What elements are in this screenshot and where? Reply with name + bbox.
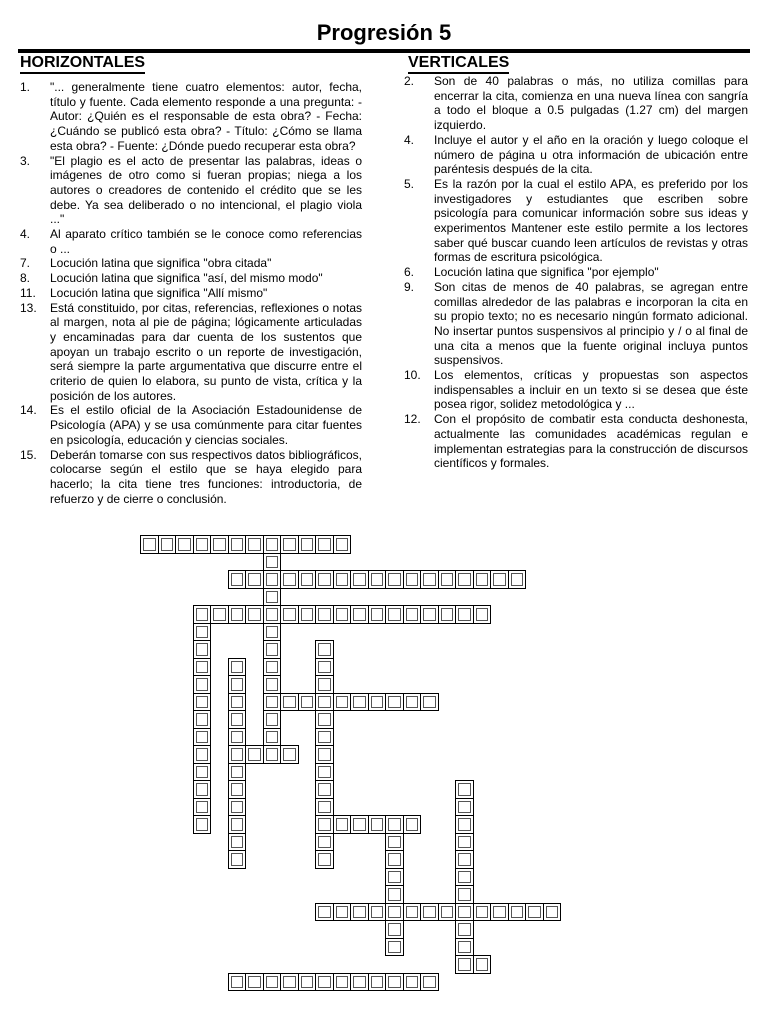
crossword-cell[interactable] xyxy=(298,693,317,712)
crossword-cell[interactable] xyxy=(403,903,422,922)
crossword-cell[interactable] xyxy=(263,693,282,712)
page-title: Progresión 5 xyxy=(316,20,452,45)
crossword-cell[interactable] xyxy=(385,868,404,887)
crossword-cell[interactable] xyxy=(333,973,352,992)
crossword-cell[interactable] xyxy=(473,955,492,974)
crossword-cell[interactable] xyxy=(368,570,387,589)
crossword-cell[interactable] xyxy=(245,535,264,554)
crossword-cell[interactable] xyxy=(385,833,404,852)
clue-number: 13. xyxy=(20,300,37,315)
clue-number: 1. xyxy=(20,80,31,94)
crossword-cell[interactable] xyxy=(350,815,369,834)
crossword-cell[interactable] xyxy=(315,815,334,834)
crossword-cell[interactable] xyxy=(333,815,352,834)
crossword-cell[interactable] xyxy=(420,605,439,624)
crossword-cell[interactable] xyxy=(368,605,387,624)
crossword-cell[interactable] xyxy=(228,763,247,782)
crossword-cell[interactable] xyxy=(263,535,282,554)
crossword-cell[interactable] xyxy=(228,973,247,992)
crossword-cell[interactable] xyxy=(455,868,474,887)
crossword-cell[interactable] xyxy=(315,658,334,677)
crossword-cell[interactable] xyxy=(315,780,334,799)
crossword-cell[interactable] xyxy=(228,570,247,589)
crossword-cell[interactable] xyxy=(315,640,334,659)
crossword-cell[interactable] xyxy=(228,693,247,712)
crossword-cell[interactable] xyxy=(263,553,282,572)
crossword-cell[interactable] xyxy=(333,693,352,712)
crossword-cell[interactable] xyxy=(263,570,282,589)
clue-text: Está constituido, por citas, referencias, reflexiones o notas al margen, nota al pie de página; lógicamente articuladas y encaminadas para dar cuenta de los sustentos que apoyan un trabajo escrito o un reporte de investigación, será siempre la parte argumentativa que discurre entre el criterio de quien lo elabora, su punto de vista, crítica y la posición de los autores. xyxy=(50,300,362,403)
crossword-cell[interactable] xyxy=(245,605,264,624)
clue-text: "... generalmente tiene cuatro elementos: autor, fecha, título y fuente. Cada elemento responde a una pregunta: - Autor: ¿Quién es el responsable de esta obra? - Fecha: ¿Cuándo se publicó esta obra? - Título: ¿Cómo se llama esta obra? - Fuente: ¿Dónde puedo recuperar esta obra? xyxy=(50,80,362,153)
crossword-cell[interactable] xyxy=(473,903,492,922)
crossword-cell[interactable] xyxy=(368,903,387,922)
crossword-cell[interactable] xyxy=(263,973,282,992)
crossword-cell[interactable] xyxy=(193,728,212,747)
crossword-cell[interactable] xyxy=(193,693,212,712)
crossword-cell[interactable] xyxy=(158,535,177,554)
clue-number: 2. xyxy=(404,74,415,88)
crossword-cell[interactable] xyxy=(455,885,474,904)
crossword-cell[interactable] xyxy=(228,605,247,624)
crossword-cell[interactable] xyxy=(350,693,369,712)
clue-number: 15. xyxy=(20,447,37,462)
clue-text: Locución latina que significa "así, del mismo modo" xyxy=(50,271,323,286)
clue-number: 12. xyxy=(404,412,421,427)
crossword-cell[interactable] xyxy=(280,605,299,624)
crossword-cell[interactable] xyxy=(455,780,474,799)
clue-text: Locución latina que significa "obra citada" xyxy=(50,256,272,271)
crossword-cell[interactable] xyxy=(193,623,212,642)
crossword-cell[interactable] xyxy=(263,623,282,642)
crossword-cell[interactable] xyxy=(420,570,439,589)
clue-number: 11. xyxy=(20,285,36,300)
crossword-cell[interactable] xyxy=(455,955,474,974)
crossword-cell[interactable] xyxy=(245,745,264,764)
crossword-cell[interactable] xyxy=(193,780,212,799)
clue-number: 4. xyxy=(20,227,31,242)
crossword-cell[interactable] xyxy=(315,763,334,782)
crossword-cell[interactable] xyxy=(228,833,247,852)
crossword-cell[interactable] xyxy=(245,973,264,992)
crossword-cell[interactable] xyxy=(543,903,562,922)
crossword-cell[interactable] xyxy=(228,675,247,694)
crossword-cell[interactable] xyxy=(455,920,474,939)
crossword-cell[interactable] xyxy=(263,745,282,764)
crossword-cell[interactable] xyxy=(455,798,474,817)
verticales-heading: VERTICALES xyxy=(408,54,509,74)
crossword-cell[interactable] xyxy=(315,675,334,694)
crossword-cell[interactable] xyxy=(315,798,334,817)
crossword-cell[interactable] xyxy=(385,885,404,904)
clue-number: 8. xyxy=(20,271,31,286)
crossword-cell[interactable] xyxy=(175,535,194,554)
crossword-cell[interactable] xyxy=(455,570,474,589)
clue-text: Son de 40 palabras o más, no utiliza comillas para encerrar la cita, comienza en una nueva línea con sangría a todo el bloque a 0.5 pulgadas (1.27 cm) del margen izquierdo. xyxy=(434,74,748,133)
crossword-cell[interactable] xyxy=(315,605,334,624)
crossword-cell[interactable] xyxy=(525,903,544,922)
clue-text: Incluye el autor y el año en la oración y luego coloque el número de página u otra información de ubicación entre paréntesis después de la cita. xyxy=(434,132,748,177)
crossword-cell[interactable] xyxy=(140,535,159,554)
crossword-cell[interactable] xyxy=(193,675,212,694)
crossword-cell[interactable] xyxy=(403,815,422,834)
clue-text: Locución latina que significa "por ejemplo" xyxy=(434,265,659,280)
crossword-cell[interactable] xyxy=(403,693,422,712)
crossword-cell[interactable] xyxy=(193,745,212,764)
crossword-cell[interactable] xyxy=(263,640,282,659)
crossword-cell[interactable] xyxy=(385,850,404,869)
crossword-cell[interactable] xyxy=(193,815,212,834)
crossword-cell[interactable] xyxy=(508,903,527,922)
crossword-cell[interactable] xyxy=(193,658,212,677)
crossword-cell[interactable] xyxy=(210,605,229,624)
crossword-cell[interactable] xyxy=(315,693,334,712)
clue-number: 3. xyxy=(20,153,31,168)
crossword-cell[interactable] xyxy=(193,798,212,817)
crossword-cell[interactable] xyxy=(385,903,404,922)
crossword-cell[interactable] xyxy=(350,570,369,589)
clue-text: Con el propósito de combatir esta conducta deshonesta, actualmente las comunidades académicas regulan e implementan estrategias para la construcción de discursos científicos y formales. xyxy=(434,412,748,471)
crossword-cell[interactable] xyxy=(455,938,474,957)
horizontales-heading: HORIZONTALES xyxy=(20,54,145,74)
crossword-cell[interactable] xyxy=(385,693,404,712)
crossword-cell[interactable] xyxy=(350,903,369,922)
crossword-cell[interactable] xyxy=(438,570,457,589)
crossword-cell[interactable] xyxy=(385,938,404,957)
crossword-cell[interactable] xyxy=(315,833,334,852)
clue-text: Locución latina que significa "Allí mismo" xyxy=(50,285,268,300)
crossword-cell[interactable] xyxy=(385,973,404,992)
crossword-cell[interactable] xyxy=(298,973,317,992)
crossword-cell[interactable] xyxy=(280,745,299,764)
crossword-cell[interactable] xyxy=(280,570,299,589)
crossword-cell[interactable] xyxy=(438,903,457,922)
crossword-cell[interactable] xyxy=(385,570,404,589)
clue-text: Los elementos, críticas y propuestas son aspectos indispensables a incluir en un texto si se desea que éste posea rigor, solidez metodológica y ... xyxy=(434,368,748,412)
crossword-cell[interactable] xyxy=(263,588,282,607)
clue-text: Deberán tomarse con sus respectivos datos bibliográficos, colocarse según el estilo que se haya elegido para hacerlo; la cita tiene tres funciones: introductoria, de refuerzo y de cierre o conclusión. xyxy=(50,447,362,506)
crossword-cell[interactable] xyxy=(455,833,474,852)
crossword-cell[interactable] xyxy=(193,640,212,659)
crossword-cell[interactable] xyxy=(473,605,492,624)
crossword-cell[interactable] xyxy=(385,815,404,834)
crossword-cell[interactable] xyxy=(385,605,404,624)
crossword-cell[interactable] xyxy=(280,535,299,554)
clue-text: Son citas de menos de 40 palabras, se agregan entre comillas alrededor de las palabras e incorporan la cita en su propio texto; no es necesario ningún formato adicional. No insertar puntos suspensivos al principio y / o al final de una cita a menos que la fuente original incluya puntos suspensivos. xyxy=(434,279,748,368)
crossword-cell[interactable] xyxy=(368,815,387,834)
crossword-cell[interactable] xyxy=(455,815,474,834)
crossword-cell[interactable] xyxy=(228,710,247,729)
crossword-cell[interactable] xyxy=(228,780,247,799)
clue-number: 7. xyxy=(20,256,31,271)
crossword-cell[interactable] xyxy=(280,973,299,992)
crossword-cell[interactable] xyxy=(280,693,299,712)
crossword-cell[interactable] xyxy=(315,570,334,589)
crossword-cell[interactable] xyxy=(263,605,282,624)
crossword-cell[interactable] xyxy=(263,675,282,694)
crossword-cell[interactable] xyxy=(508,570,527,589)
crossword-cell[interactable] xyxy=(420,973,439,992)
crossword-cell[interactable] xyxy=(228,850,247,869)
crossword-cell[interactable] xyxy=(403,570,422,589)
crossword-cell[interactable] xyxy=(245,570,264,589)
crossword-cell[interactable] xyxy=(263,658,282,677)
crossword-cell[interactable] xyxy=(298,535,317,554)
crossword-cell[interactable] xyxy=(228,728,247,747)
clue-number: 9. xyxy=(404,279,415,294)
crossword-cell[interactable] xyxy=(315,973,334,992)
crossword-cell[interactable] xyxy=(193,605,212,624)
crossword-cell[interactable] xyxy=(385,920,404,939)
crossword-cell[interactable] xyxy=(438,605,457,624)
crossword-cell[interactable] xyxy=(298,605,317,624)
clue-number: 10. xyxy=(404,368,421,383)
crossword-cell[interactable] xyxy=(455,850,474,869)
crossword-cell[interactable] xyxy=(193,535,212,554)
clue-text: "El plagio es el acto de presentar las palabras, ideas o imágenes de otro como si fueran propias; niega a los autores o creadores de contenido el crédito que se les debe. Ya sea deliberado o no intencional, el plagio viola ..." xyxy=(50,153,362,227)
crossword-cell[interactable] xyxy=(315,903,334,922)
crossword-cell[interactable] xyxy=(455,903,474,922)
crossword-cell[interactable] xyxy=(263,728,282,747)
crossword-cell[interactable] xyxy=(193,710,212,729)
clue-text: Al aparato crítico también se le conoce como referencias o ... xyxy=(50,227,362,256)
crossword-cell[interactable] xyxy=(228,658,247,677)
crossword-cell[interactable] xyxy=(473,570,492,589)
crossword-cell[interactable] xyxy=(403,973,422,992)
crossword-cell[interactable] xyxy=(333,535,352,554)
crossword-cell[interactable] xyxy=(210,535,229,554)
crossword-cell[interactable] xyxy=(490,903,509,922)
crossword-cell[interactable] xyxy=(333,570,352,589)
crossword-cell[interactable] xyxy=(228,745,247,764)
crossword-cell[interactable] xyxy=(228,815,247,834)
crossword-cell[interactable] xyxy=(193,763,212,782)
crossword-cell[interactable] xyxy=(263,710,282,729)
crossword-cell[interactable] xyxy=(333,903,352,922)
crossword-cell[interactable] xyxy=(228,798,247,817)
clue-text: Es el estilo oficial de la Asociación Estadounidense de Psicología (APA) y se usa comúnmente para citar fuentes en psicología, educación y ciencias sociales. xyxy=(50,403,362,447)
clue-number: 14. xyxy=(20,403,37,418)
crossword-cell[interactable] xyxy=(455,605,474,624)
crossword-cell[interactable] xyxy=(350,973,369,992)
crossword-cell[interactable] xyxy=(315,535,334,554)
clue-number: 4. xyxy=(404,132,415,147)
crossword-cell[interactable] xyxy=(315,745,334,764)
crossword-cell[interactable] xyxy=(420,903,439,922)
crossword-cell[interactable] xyxy=(315,710,334,729)
crossword-cell[interactable] xyxy=(420,693,439,712)
crossword-cell[interactable] xyxy=(333,605,352,624)
crossword-cell[interactable] xyxy=(228,535,247,554)
crossword-cell[interactable] xyxy=(298,570,317,589)
clue-number: 6. xyxy=(404,265,415,280)
clue-number: 5. xyxy=(404,176,415,191)
crossword-cell[interactable] xyxy=(490,570,509,589)
clue-text: Es la razón por la cual el estilo APA, es preferido por los investigadores y estudiantes que escriben sobre psicología para comunicar información sobre sus ideas y experimentos Mantener este estilo permite a los lectores saber qué buscar cuando leen artículos de revistas y otras formas de escritura psicológica. xyxy=(434,176,748,265)
crossword-cell[interactable] xyxy=(403,605,422,624)
crossword-cell[interactable] xyxy=(315,850,334,869)
crossword-cell[interactable] xyxy=(368,693,387,712)
crossword-cell[interactable] xyxy=(368,973,387,992)
crossword-cell[interactable] xyxy=(315,728,334,747)
crossword-cell[interactable] xyxy=(350,605,369,624)
